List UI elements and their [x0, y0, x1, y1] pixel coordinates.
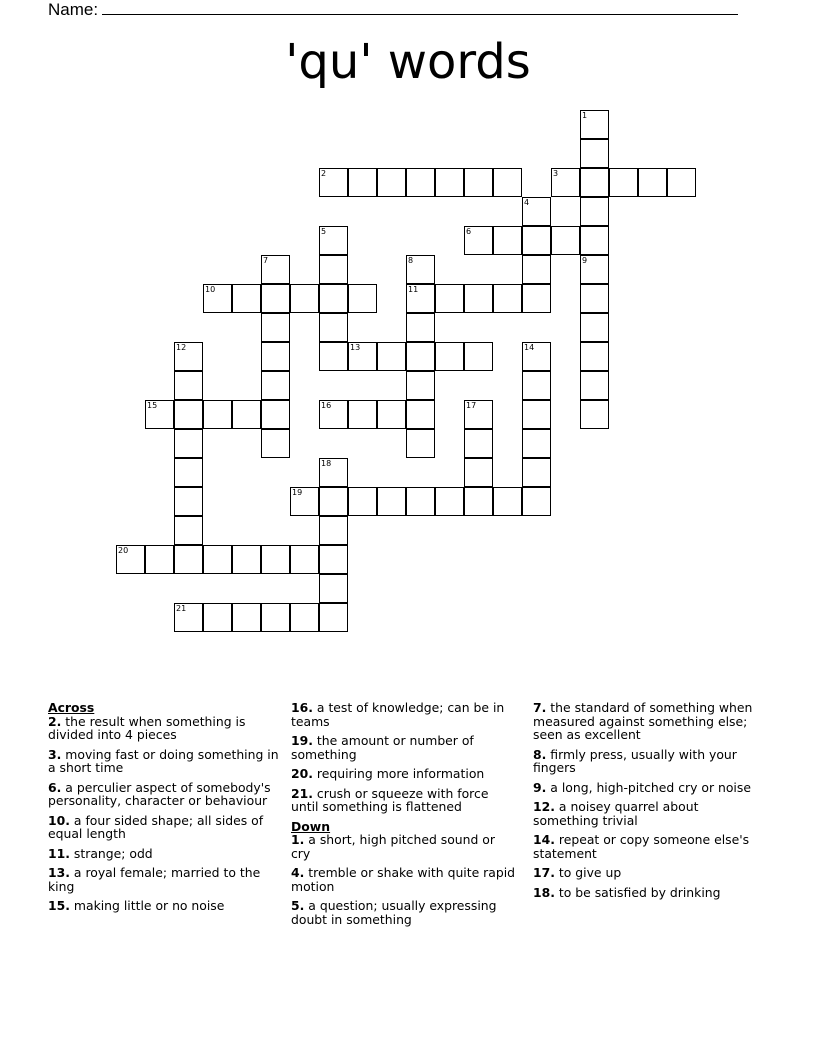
- clue-item-text: a royal female; married to the king: [48, 865, 261, 894]
- grid-cell[interactable]: [261, 400, 290, 429]
- clue-item: [291, 787, 517, 814]
- clue-number: 3: [553, 169, 559, 178]
- grid-cell[interactable]: [406, 342, 435, 371]
- clue-number: 18: [321, 459, 332, 468]
- clue-item-text: a perculier aspect of somebody's personality, character or behaviour: [48, 779, 271, 808]
- clue-item: [533, 800, 763, 827]
- clue-item: [291, 866, 517, 893]
- clue-item-number: 12.: [533, 799, 555, 814]
- grid-cell[interactable]: [377, 487, 406, 516]
- grid-cell[interactable]: [261, 371, 290, 400]
- grid-cell[interactable]: [116, 545, 145, 574]
- grid-cell[interactable]: [580, 371, 609, 400]
- clue-number: 7: [263, 256, 269, 265]
- clue-number: 1: [582, 111, 588, 120]
- grid-cell[interactable]: [319, 284, 348, 313]
- clue-item-number: 17.: [533, 865, 555, 880]
- clue-item: [48, 715, 280, 742]
- grid-cell[interactable]: [319, 574, 348, 603]
- clue-item: [291, 701, 517, 728]
- grid-cell[interactable]: [464, 429, 493, 458]
- clue-item-text: requiring more information: [316, 766, 485, 781]
- clue-item-text: to give up: [558, 865, 622, 880]
- clue-number: 13: [350, 343, 361, 352]
- grid-cell[interactable]: [580, 110, 609, 139]
- clue-number: 9: [582, 256, 588, 265]
- grid-cell[interactable]: [319, 603, 348, 632]
- grid-cell[interactable]: [435, 168, 464, 197]
- grid-cell[interactable]: [377, 342, 406, 371]
- grid-cell[interactable]: [290, 545, 319, 574]
- grid-cell[interactable]: [522, 197, 551, 226]
- grid-cell[interactable]: [406, 487, 435, 516]
- clue-item-number: 14.: [533, 832, 555, 847]
- clue-item-text: a question; usually expressing doubt in something: [291, 898, 497, 927]
- grid-cell[interactable]: [319, 516, 348, 545]
- grid-cell[interactable]: [203, 603, 232, 632]
- grid-cell[interactable]: [406, 371, 435, 400]
- page-title: 'qu' words: [285, 34, 531, 90]
- clue-item: [291, 734, 517, 761]
- grid-cell[interactable]: [406, 284, 435, 313]
- grid-cell[interactable]: [232, 545, 261, 574]
- clue-item-number: 20.: [291, 766, 313, 781]
- clue-item-number: 19.: [291, 733, 313, 748]
- clue-item: [48, 899, 280, 913]
- clue-number: 14: [524, 343, 535, 352]
- grid-cell[interactable]: [667, 168, 696, 197]
- grid-cell[interactable]: [493, 168, 522, 197]
- clue-item-number: 1.: [291, 832, 305, 847]
- grid-cell[interactable]: [464, 284, 493, 313]
- grid-cell[interactable]: [319, 342, 348, 371]
- grid-cell[interactable]: [174, 516, 203, 545]
- grid-cell[interactable]: [464, 400, 493, 429]
- grid-cell[interactable]: [145, 545, 174, 574]
- grid-cell[interactable]: [174, 342, 203, 371]
- clue-number: 19: [292, 488, 303, 497]
- clue-item-number: 21.: [291, 785, 313, 801]
- clue-item-number: 15.: [48, 898, 70, 913]
- across-heading: Across: [48, 700, 95, 715]
- clue-column-2: [291, 701, 517, 932]
- clue-item-text: repeat or copy someone else's statement: [533, 832, 750, 861]
- grid-cell[interactable]: [232, 400, 261, 429]
- grid-cell[interactable]: [580, 400, 609, 429]
- grid-cell[interactable]: [174, 487, 203, 516]
- clue-item-number: 13.: [48, 865, 70, 880]
- clue-item-number: 9.: [533, 779, 547, 795]
- grid-cell[interactable]: [580, 226, 609, 255]
- clue-item-text: a short, high pitched sound or cry: [291, 832, 495, 861]
- grid-cell[interactable]: [580, 342, 609, 371]
- grid-cell[interactable]: [522, 342, 551, 371]
- clue-item-text: the amount or number of something: [291, 733, 474, 762]
- grid-cell[interactable]: [522, 400, 551, 429]
- grid-cell[interactable]: [290, 487, 319, 516]
- grid-cell[interactable]: [261, 429, 290, 458]
- clue-item-text: moving fast or doing something in a short time: [48, 746, 279, 775]
- name-label: Name:: [48, 0, 99, 19]
- grid-cell[interactable]: [406, 400, 435, 429]
- grid-cell[interactable]: [232, 284, 261, 313]
- clue-item-number: 6.: [48, 779, 62, 795]
- clue-item-text: a noisey quarrel about something trivial: [533, 799, 699, 828]
- grid-cell[interactable]: [377, 168, 406, 197]
- grid-cell[interactable]: [203, 284, 232, 313]
- grid-cell[interactable]: [319, 313, 348, 342]
- grid-cell[interactable]: [435, 342, 464, 371]
- clue-item: [533, 886, 763, 900]
- grid-cell[interactable]: [319, 255, 348, 284]
- grid-cell[interactable]: [464, 487, 493, 516]
- grid-cell[interactable]: [580, 197, 609, 226]
- grid-cell[interactable]: [174, 545, 203, 574]
- clue-item: [291, 767, 517, 781]
- grid-cell[interactable]: [522, 226, 551, 255]
- clue-item: [533, 833, 763, 860]
- clue-item-text: the result when something is divided into 4 pieces: [48, 713, 246, 742]
- clue-item-text: tremble or shake with quite rapid motion: [291, 865, 516, 894]
- clue-number: 12: [176, 343, 187, 352]
- grid-cell[interactable]: [261, 603, 290, 632]
- clue-number: 8: [408, 256, 414, 265]
- clue-item: [48, 781, 280, 808]
- clue-item-number: 7.: [533, 700, 547, 715]
- clue-item: [291, 899, 517, 926]
- clue-item-text: firmly press, usually with your fingers: [533, 746, 737, 775]
- grid-cell[interactable]: [203, 545, 232, 574]
- grid-cell[interactable]: [638, 168, 667, 197]
- clue-item-number: 4.: [291, 865, 305, 880]
- clue-number: 10: [205, 285, 216, 294]
- grid-cell[interactable]: [203, 400, 232, 429]
- grid-cell[interactable]: [580, 255, 609, 284]
- grid-cell[interactable]: [522, 487, 551, 516]
- clue-item: [48, 748, 280, 775]
- clue-item: [533, 781, 763, 795]
- clue-number: 15: [147, 401, 158, 410]
- clue-number: 16: [321, 401, 332, 410]
- clue-item-text: strange; odd: [73, 845, 153, 861]
- clue-number: 5: [321, 227, 327, 236]
- grid-cell[interactable]: [174, 458, 203, 487]
- clue-item: [291, 833, 517, 860]
- grid-cell[interactable]: [406, 255, 435, 284]
- grid-cell[interactable]: [348, 168, 377, 197]
- grid-cell[interactable]: [435, 284, 464, 313]
- grid-cell[interactable]: [464, 168, 493, 197]
- clue-item: [533, 748, 763, 775]
- grid-cell[interactable]: [174, 603, 203, 632]
- clue-number: 20: [118, 546, 129, 555]
- grid-cell[interactable]: [464, 458, 493, 487]
- down-heading: Down: [291, 818, 331, 834]
- grid-cell[interactable]: [464, 226, 493, 255]
- clue-item-number: 3.: [48, 746, 62, 762]
- clue-number: 6: [466, 227, 472, 236]
- grid-cell[interactable]: [580, 284, 609, 313]
- grid-cell[interactable]: [464, 342, 493, 371]
- grid-cell[interactable]: [406, 429, 435, 458]
- grid-cell[interactable]: [580, 313, 609, 342]
- grid-cell[interactable]: [580, 168, 609, 197]
- clue-item-text: a four sided shape; all sides of equal length: [48, 812, 264, 841]
- grid-cell[interactable]: [319, 487, 348, 516]
- grid-cell[interactable]: [261, 342, 290, 371]
- clue-item-text: the standard of something when measured against something else; seen as excellent: [533, 700, 753, 742]
- grid-cell[interactable]: [319, 400, 348, 429]
- clue-item-text: a test of knowledge; can be in teams: [291, 700, 505, 729]
- grid-cell[interactable]: [348, 487, 377, 516]
- grid-cell[interactable]: [261, 313, 290, 342]
- grid-cell[interactable]: [290, 603, 319, 632]
- clue-number: 11: [408, 285, 419, 294]
- grid-cell[interactable]: [348, 284, 377, 313]
- clue-item-number: 11.: [48, 845, 70, 861]
- grid-cell[interactable]: [319, 545, 348, 574]
- clue-item-number: 16.: [291, 700, 313, 715]
- clue-item-number: 18.: [533, 884, 555, 900]
- clue-item-text: crush or squeeze with force until something is flattened: [291, 785, 489, 814]
- clue-column-3: [533, 701, 763, 905]
- grid-cell[interactable]: [435, 487, 464, 516]
- grid-cell[interactable]: [174, 400, 203, 429]
- grid-cell[interactable]: [580, 139, 609, 168]
- clue-item-number: 5.: [291, 898, 305, 913]
- grid-cell[interactable]: [348, 400, 377, 429]
- grid-cell[interactable]: [522, 458, 551, 487]
- grid-cell[interactable]: [261, 255, 290, 284]
- clue-column-1: [48, 701, 280, 919]
- grid-cell[interactable]: [493, 487, 522, 516]
- grid-cell[interactable]: [145, 400, 174, 429]
- grid-cell[interactable]: [348, 342, 377, 371]
- clue-item-text: making little or no noise: [73, 898, 225, 913]
- clue-item-number: 10.: [48, 812, 70, 828]
- clue-item-text: a long, high-pitched cry or noise: [550, 779, 751, 795]
- clue-number: 2: [321, 169, 327, 178]
- clue-item: [533, 701, 763, 742]
- grid-cell[interactable]: [174, 429, 203, 458]
- grid-cell[interactable]: [261, 545, 290, 574]
- grid-cell[interactable]: [377, 400, 406, 429]
- clue-item-text: to be satisfied by drinking: [558, 884, 721, 900]
- grid-cell[interactable]: [174, 371, 203, 400]
- grid-cell[interactable]: [406, 168, 435, 197]
- clue-item-number: 2.: [48, 713, 62, 729]
- grid-cell[interactable]: [319, 168, 348, 197]
- clue-item: [48, 866, 280, 893]
- grid-cell[interactable]: [522, 255, 551, 284]
- clue-number: 17: [466, 401, 477, 410]
- grid-cell[interactable]: [522, 284, 551, 313]
- grid-cell[interactable]: [232, 603, 261, 632]
- grid-cell[interactable]: [319, 226, 348, 255]
- clue-number: 4: [524, 198, 530, 207]
- clue-number: 21: [176, 604, 187, 613]
- grid-cell[interactable]: [290, 284, 319, 313]
- grid-cell[interactable]: [522, 429, 551, 458]
- clue-item: [48, 814, 280, 841]
- grid-cell[interactable]: [319, 458, 348, 487]
- grid-cell[interactable]: [551, 168, 580, 197]
- grid-cell[interactable]: [406, 313, 435, 342]
- grid-cell[interactable]: [551, 226, 580, 255]
- grid-cell[interactable]: [522, 371, 551, 400]
- grid-cell[interactable]: [493, 226, 522, 255]
- grid-cell[interactable]: [609, 168, 638, 197]
- grid-cell[interactable]: [493, 284, 522, 313]
- clue-item-number: 8.: [533, 746, 547, 762]
- clue-item: [48, 847, 280, 861]
- grid-cell[interactable]: [261, 284, 290, 313]
- clue-item: [533, 866, 763, 880]
